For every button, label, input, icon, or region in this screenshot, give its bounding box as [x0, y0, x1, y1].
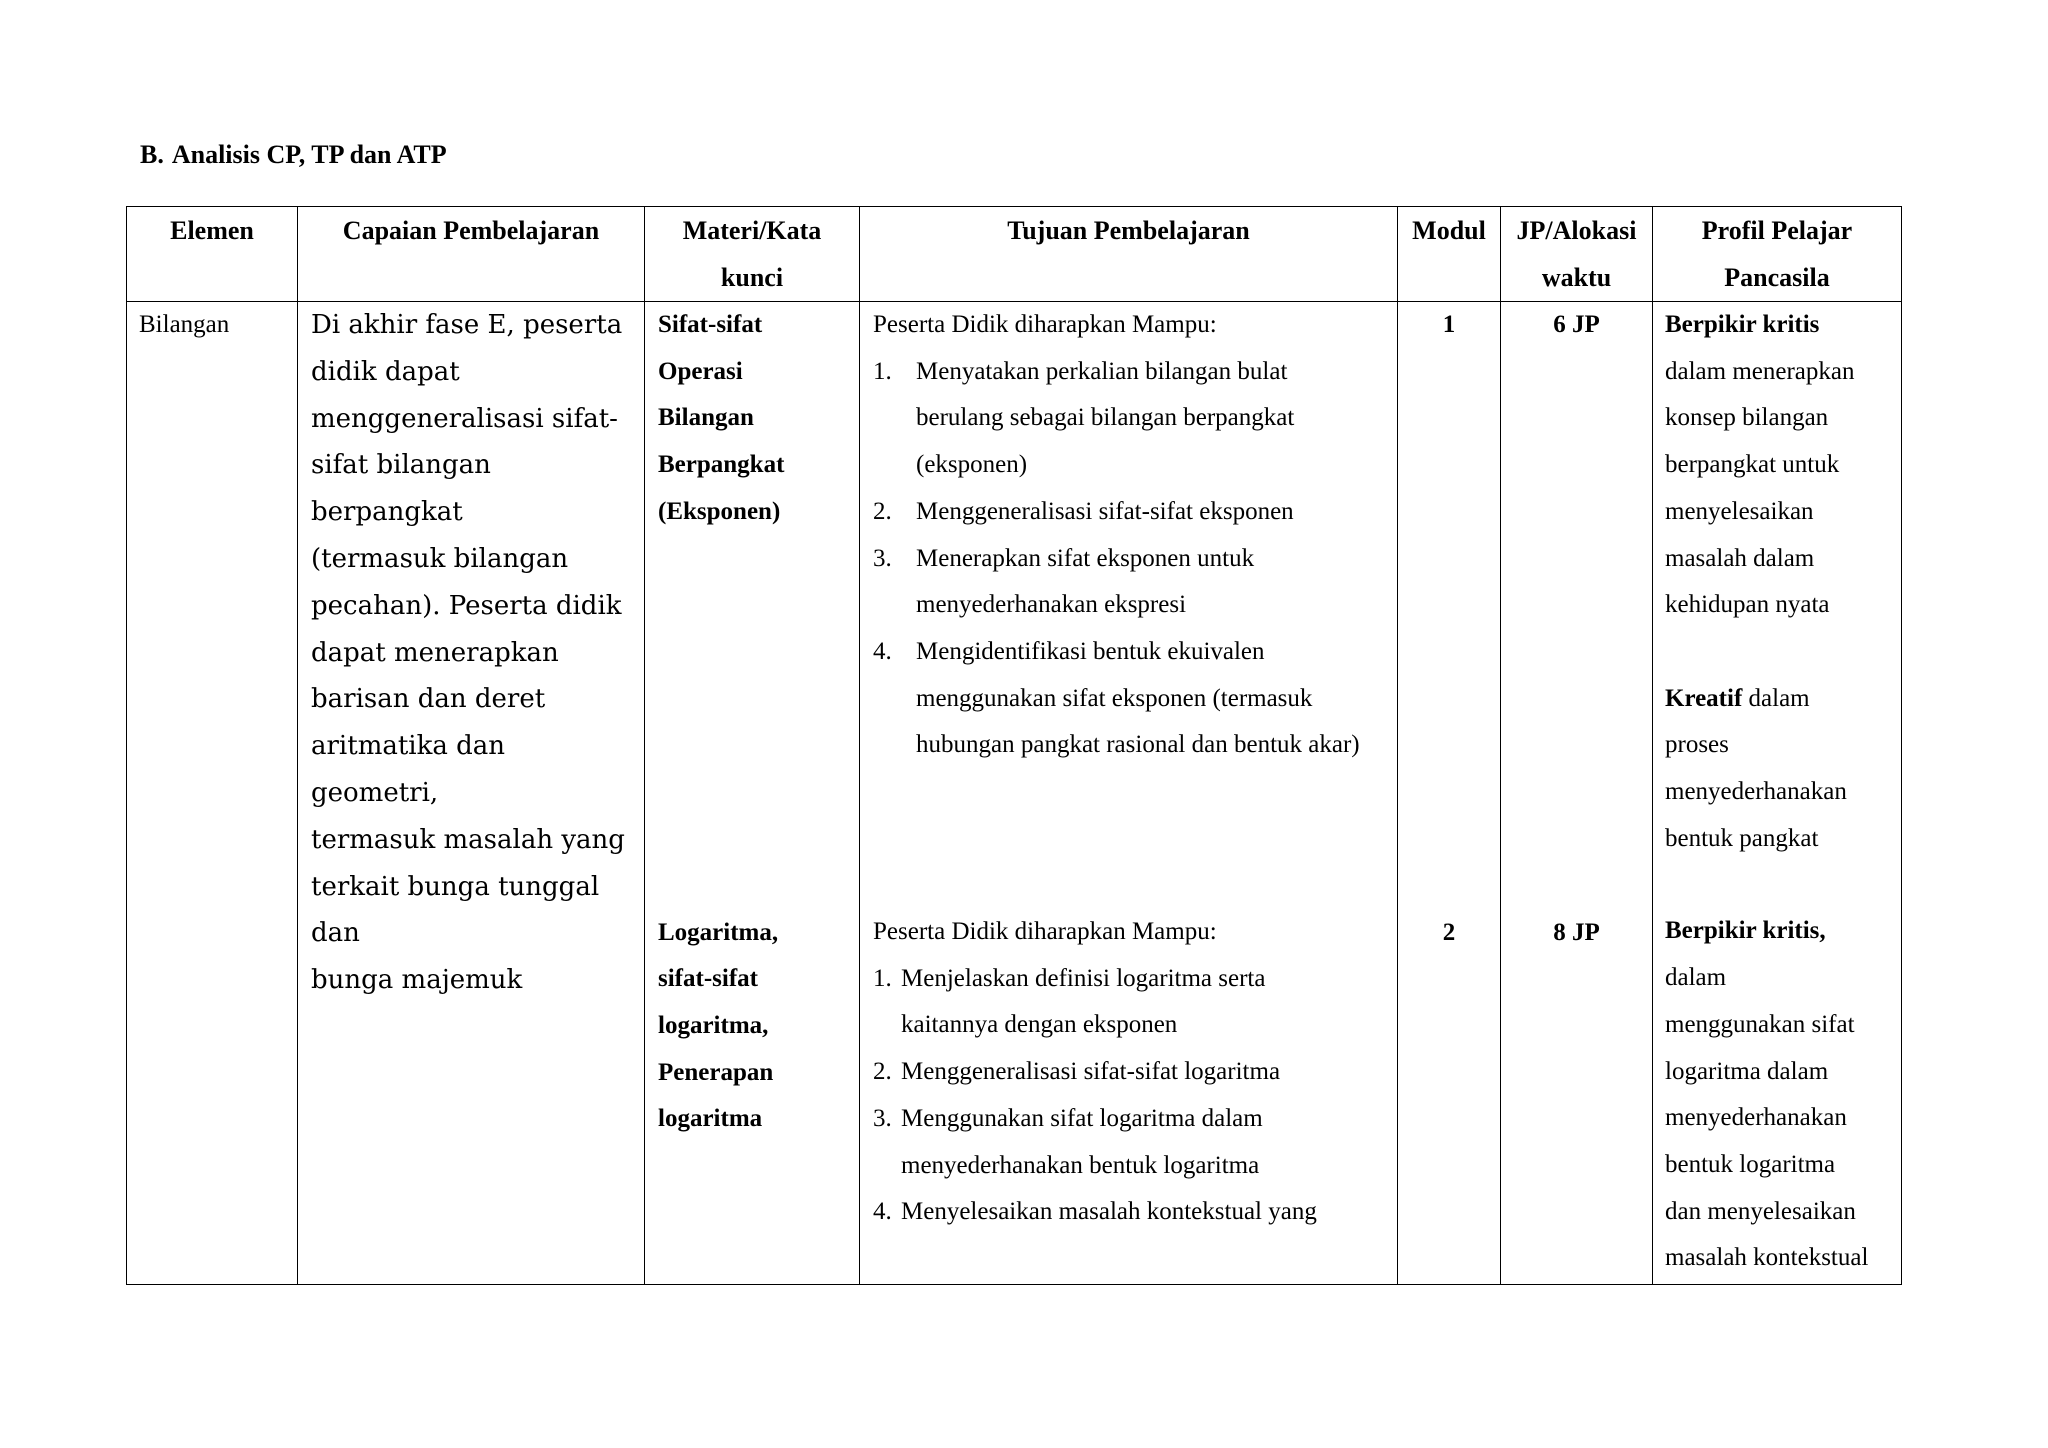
header-tujuan: Tujuan Pembelajaran	[860, 207, 1398, 302]
list-item: 1. Menjelaskan definisi logaritma serta kaitannya dengan eksponen	[873, 964, 1266, 1039]
profil-block-1: Berpikir kritis dalam menerapkan konsep bilangan berpangkat untuk menyelesaikan masalah dalam kehidupan nyata Kreatif dalam proses menyederhanakan bentuk pangkat	[1665, 311, 1855, 852]
header-modul: Modul	[1398, 207, 1501, 302]
materi-block-1: Sifat-sifat Operasi Bilangan Berpangkat (Eksponen)	[658, 311, 785, 525]
tujuan-block-2	[860, 909, 1397, 1236]
section-heading	[140, 138, 447, 172]
section-letter: B.	[140, 140, 164, 169]
section-title: Analisis CP, TP dan ATP	[171, 140, 447, 169]
capaian-text: Di akhir fase E, peserta didik dapat menggeneralisasi sifat- sifat bilangan berpangkat (termasuk bilangan pecahan). Peserta didik dapat menerapkan barisan dan deret aritmatika dan geometri, termasuk masalah yang terkait bunga tunggal dan bunga majemuk	[311, 310, 625, 996]
list-item: 3. Menerapkan sifat eksponen untuk menyederhanakan ekspresi	[873, 544, 1255, 619]
list-item: 1. Menyatakan perkalian bilangan bulat berulang sebagai bilangan berpangkat (eksponen)	[873, 357, 1295, 479]
jp-value-2: 8 JP	[1553, 918, 1600, 946]
header-row	[127, 207, 1902, 302]
materi-block-2: Logaritma, sifat-sifat logaritma, Penerapan logaritma	[658, 918, 779, 1133]
header-capaian: Capaian Pembelajaran	[298, 207, 645, 302]
elemen-cell	[127, 302, 298, 1285]
header-jp: JP/Alokasi waktu	[1501, 207, 1653, 302]
list-item: 3. Menggunakan sifat logaritma dalam menyederhanakan bentuk logaritma	[873, 1104, 1263, 1179]
capaian-cell	[298, 302, 645, 1285]
modul-value-2: 2	[1442, 918, 1456, 946]
modul-value-1: 1	[1442, 311, 1456, 338]
tujuan-block-1	[860, 302, 1397, 769]
jp-value-1: 6 JP	[1553, 311, 1600, 338]
list-item: 2. Menggeneralisasi sifat-sifat eksponen	[873, 497, 1294, 525]
atp-table	[126, 206, 1902, 1285]
tujuan-intro: Peserta Didik diharapkan Mampu:	[873, 918, 1217, 946]
header-materi: Materi/Kata kunci	[645, 207, 860, 302]
list-item: 4. Menyelesaikan masalah kontekstual yang	[873, 1198, 1317, 1226]
tujuan-intro: Peserta Didik diharapkan Mampu:	[873, 311, 1217, 338]
materi-cell	[645, 302, 860, 1285]
profil-cell	[1653, 302, 1902, 1285]
jp-cell	[1501, 302, 1653, 1285]
elemen-value: Bilangan	[139, 311, 230, 338]
tujuan-cell	[860, 302, 1398, 1285]
list-item: 4. Mengidentifikasi bentuk ekuivalen menggunakan sifat eksponen (termasuk hubungan pangkat rasional dan bentuk akar)	[873, 637, 1360, 759]
modul-cell	[1398, 302, 1501, 1285]
header-profil: Profil Pelajar Pancasila	[1653, 207, 1902, 302]
tujuan-list	[873, 956, 1397, 1236]
table-row	[127, 302, 1902, 1285]
tujuan-list	[873, 349, 1397, 769]
header-elemen: Elemen	[127, 207, 298, 302]
list-item: 2. Menggeneralisasi sifat-sifat logaritma	[873, 1058, 1281, 1086]
profil-block-2: Berpikir kritis, dalam menggunakan sifat logaritma dalam menyederhanakan bentuk logaritma dan menyelesaikan masalah kontekstual	[1665, 917, 1869, 1272]
